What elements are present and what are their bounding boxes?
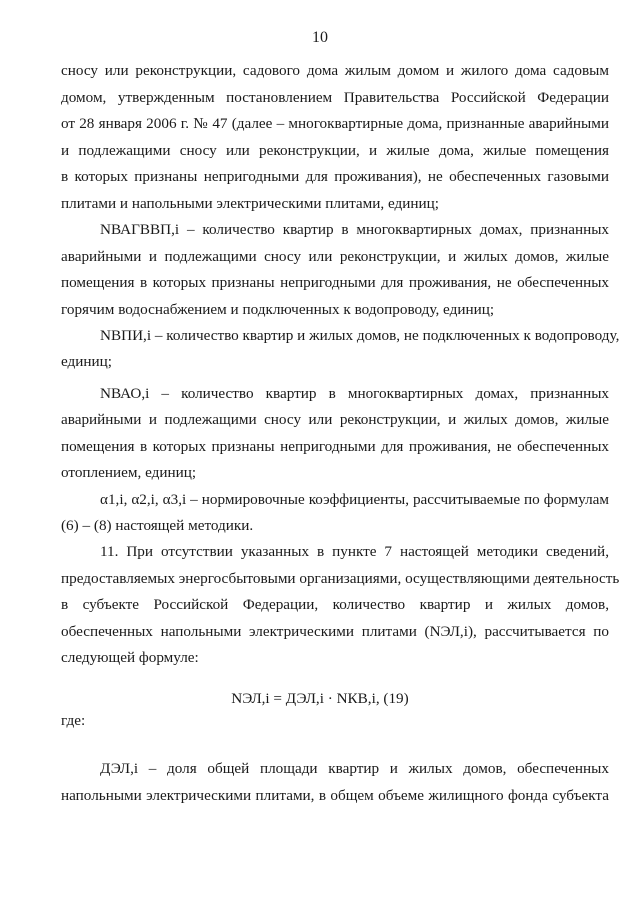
definition-line: NВПИ,i – количество квартир и жилых домов, не подключенных к водопроводу, [100,327,620,344]
definition-line: NВАО,i – количество квартир в многоквартирных домах, признанных [100,385,609,402]
definition-line: NВАГВВП,i – количество квартир в многоквартирных домах, признанных [100,221,609,238]
text-line: помещения в которых признаны непригодными для проживания, не обеспеченных [61,274,609,291]
page-number: 10 [312,29,328,46]
text-line: (6) – (8) настоящей методики. [61,517,254,534]
text-line: отоплением, единиц; [61,464,197,481]
text-line: и подлежащими сносу или реконструкции, и жилые дома, жилые помещения [61,142,609,159]
paragraph-line: 11. При отсутствии указанных в пункте 7 настоящей методики сведений, [100,543,609,560]
text-line: горячим водоснабжением и подключенных к водопроводу, единиц; [61,301,495,318]
text-line: напольными электрическими плитами, в общем объеме жилищного фонда субъекта [61,787,609,804]
text-line: плитами и напольными электрическими плитами, единиц; [61,195,439,212]
text-line: обеспеченных напольными электрическими плитами (NЭЛ,i), рассчитывается по [61,623,609,640]
text-line: следующей формуле: [61,649,199,666]
text-line: аварийными и подлежащими сносу или реконструкции, и жилых домов, жилые [61,411,609,428]
text-line: сносу или реконструкции, садового дома жилым домом и жилого дома садовым [61,62,609,79]
text-line: помещения в которых признаны непригодными для проживания, не обеспеченных [61,438,609,455]
text-line: домом, утвержденным постановлением Правительства Российской Федерации [61,89,609,106]
text-line: от 28 января 2006 г. № 47 (далее – многоквартирные дома, признанные аварийными [61,115,609,132]
formula-19: NЭЛ,i = ДЭЛ,i · NКВ,i, (19) [231,690,409,707]
where-label: где: [61,712,86,729]
text-line: аварийными и подлежащими сносу или реконструкции, и жилых домов, жилые [61,248,609,265]
text-line: предоставляемых энергосбытовыми организациями, осуществляющими деятельность [61,570,620,587]
text-line: в которых признаны непригодными для проживания), не обеспеченных газовыми [61,168,609,185]
text-line: единиц; [61,353,112,370]
definition-line: ДЭЛ,i – доля общей площади квартир и жилых домов, обеспеченных [100,760,609,777]
definition-line: α1,i, α2,i, α3,i – нормировочные коэффициенты, рассчитываемые по формулам [100,491,609,508]
text-line: в субъекте Российской Федерации, количество квартир и жилых домов, [61,596,609,613]
